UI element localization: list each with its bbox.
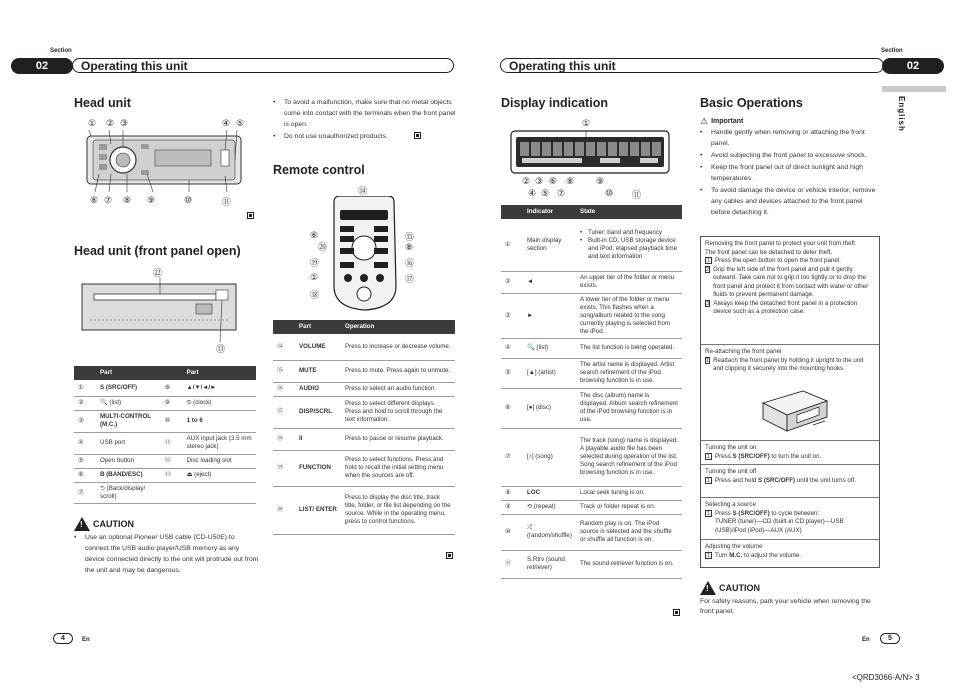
volume-section <box>701 539 879 567</box>
removing-step-1 <box>705 257 875 266</box>
indicator-num: ⑪ <box>501 550 523 578</box>
caution-text-right: For safety reasons, park your vehicle when removing the front panel. <box>700 598 871 615</box>
display-indication-heading: Display indication <box>501 96 608 110</box>
removing-intro: The front panel can be detached to deter theft. <box>705 248 833 256</box>
step-text-post: to cycle between: <box>769 509 820 517</box>
remote-operation: Press to mute. Press again to unmute. <box>341 360 455 382</box>
head-unit-open-heading: Head unit (front panel open) <box>74 244 241 258</box>
document-code: <QRD3066-A/N> 3 <box>852 673 920 682</box>
section-label: Section <box>50 48 72 54</box>
reattaching-panel-section <box>701 344 879 440</box>
callout-2: ② <box>106 118 115 128</box>
remote-num: ⑰ <box>273 396 295 428</box>
display-table <box>501 205 682 579</box>
table-row <box>273 334 455 360</box>
display-callout-11: ⑪ <box>632 190 642 200</box>
display-callout-1: ① <box>582 118 591 128</box>
remote-num: ⑲ <box>273 450 295 486</box>
step-text-post: until the unit turns off. <box>795 476 856 484</box>
step-icon: 1 <box>706 453 711 460</box>
part-num: ⑨ <box>161 396 183 410</box>
part-num: ① <box>74 380 96 396</box>
caution-heading <box>74 517 134 531</box>
table-row <box>273 428 455 450</box>
remote-num: ⑮ <box>273 360 295 382</box>
part-name: S (SRC/OFF) <box>96 380 161 396</box>
state-bullet: • Built-in CD, USB storage device and iPod: elapsed playback time and text information <box>579 236 678 260</box>
step-icon: 3 <box>706 300 710 307</box>
part-name: MULTI-CONTROL (M.C.) <box>96 410 161 432</box>
table-row <box>501 293 682 338</box>
callout-9: ⑨ <box>147 195 156 205</box>
step-icon: 1 <box>706 477 711 484</box>
indicator-name: LOC <box>523 486 576 500</box>
panel-bullet <box>273 131 461 142</box>
table-row <box>74 380 256 396</box>
part-name: B (BAND/ESC) <box>96 468 161 482</box>
display-callout-4: ④ <box>528 188 537 198</box>
section-title-bar-right: Operating this unit <box>500 58 884 73</box>
part-num: ⑦ <box>74 482 96 503</box>
parts-header-2: Part <box>183 366 256 380</box>
reattaching-title: Re-attaching the front panel <box>705 348 782 355</box>
selecting-title: Selecting a source <box>705 501 756 508</box>
indicator-state: A lower tier of the folder or menu exists. This flashes when a song/album related to the song currently playing is selected from the iPod. <box>576 293 682 338</box>
lang-label-right: En <box>862 637 870 643</box>
table-row <box>501 500 682 514</box>
callout-15: ⑮ <box>405 232 415 242</box>
table-row <box>501 271 682 293</box>
callout-8: ⑧ <box>123 195 132 205</box>
selecting-step <box>705 510 875 519</box>
display-illustration <box>510 130 670 174</box>
table-row <box>501 338 682 358</box>
important-text: Important <box>711 118 744 125</box>
remote-operation: Press to select an audio function. <box>341 382 455 396</box>
basic-ops-bullets <box>700 127 880 219</box>
part-name <box>183 482 256 503</box>
part-num: ⑫ <box>161 454 183 468</box>
callout-16: ⑯ <box>405 258 415 268</box>
end-mark <box>446 552 453 559</box>
step-text-pre: Press <box>715 452 733 460</box>
part-name: 1 to 6 <box>183 410 256 432</box>
indicator-state: The disc (album) name is displayed. Album search refinement of the iPod browsing function is in use. <box>576 388 682 428</box>
part-num: ⑪ <box>161 432 183 454</box>
step-icon: 1 <box>706 510 711 517</box>
table-row <box>501 514 682 550</box>
indicator-state: The sound retriever function is on. <box>576 550 682 578</box>
indicator-name: 🔍 (list) <box>523 338 576 358</box>
remote-part: FUNCTION <box>295 450 341 486</box>
selecting-source-section <box>701 497 879 539</box>
state-text: Built-in CD, USB storage device and iPod: elapsed playback time and text information <box>587 236 678 260</box>
indicator-state: The track (song) name is displayed. A playable audio file has been selected during operation of the list. Song search refinement of the iPod browsing function is in use. <box>576 428 682 486</box>
turning-off-title: Turning the unit off <box>705 468 757 475</box>
turning-off-step <box>705 477 875 486</box>
lang-label-left: En <box>82 637 90 643</box>
callout-3: ③ <box>120 118 129 128</box>
step-icon: 1 <box>706 258 711 264</box>
indicator-num: ② <box>501 271 523 293</box>
section-title-bar: Operating this unit <box>72 58 454 73</box>
remote-control-heading: Remote control <box>273 163 365 177</box>
part-num: ④ <box>74 432 96 454</box>
display-callout-10: ⑩ <box>605 188 614 198</box>
indicator-num: ④ <box>501 338 523 358</box>
indicator-name: Main display section <box>523 219 576 271</box>
remote-num: ⑭ <box>273 334 295 360</box>
indicator-name: ⤮ (random/shuffle) <box>523 514 576 550</box>
indicator-state: Local seek tuning is on. <box>576 486 682 500</box>
caution-heading-right <box>700 581 760 595</box>
indicator-num: ⑥ <box>501 388 523 428</box>
head-unit-heading: Head unit <box>74 96 131 110</box>
display-callout-3: ③ <box>535 176 544 186</box>
indicator-num: ⑦ <box>501 428 523 486</box>
head-unit-open-illustration <box>80 278 240 342</box>
part-name: ⏏ (eject) <box>183 468 256 482</box>
basic-ops-bullet: • Handle gently when removing or attaching the front panel. <box>700 127 880 149</box>
basic-ops-bullet: • Avoid subjecting the front panel to excessive shock. <box>700 150 880 161</box>
table-row <box>273 450 455 486</box>
part-name: ⏲ (clock) <box>183 396 256 410</box>
table-row <box>501 219 682 271</box>
turning-off-text <box>715 477 856 486</box>
language-tab-bar <box>882 86 946 92</box>
removing-title: Removing the front panel to protect your unit from theft <box>705 240 855 247</box>
panel-bullet: • To avoid a malfunction, make sure that no metal objects come into contact with the terminals when the front panel is open. <box>273 97 461 130</box>
callout-6r: ⑥ <box>310 230 319 240</box>
table-row <box>501 550 682 578</box>
callout-4: ④ <box>222 118 231 128</box>
table-row <box>273 486 455 534</box>
callout-10: ⑩ <box>184 195 193 205</box>
step-text: Reattach the front panel by holding it upright to the unit and clipping it securely into the mounting hooks. <box>713 356 864 372</box>
parts-table <box>74 366 256 504</box>
callout-12: ⑫ <box>153 268 163 278</box>
part-name: Open button <box>96 454 161 468</box>
indicator-num: ⑨ <box>501 500 523 514</box>
removing-step-3 <box>705 300 875 317</box>
step-text-pre: Turn <box>715 551 730 559</box>
table-row <box>501 388 682 428</box>
step-text-pre: Press and hold <box>715 476 758 484</box>
callout-13: ⑬ <box>216 344 226 354</box>
indicator-name: [♪] (song) <box>523 428 576 486</box>
caution-text <box>74 532 260 577</box>
table-row <box>74 396 256 410</box>
step-text: Always keep the detached front panel in a protection device such as a protection case. <box>713 299 858 315</box>
callout-11: ⑪ <box>222 197 232 207</box>
operations-box <box>700 236 880 568</box>
indicator-name: [●] (disc) <box>523 388 576 428</box>
indicator-num: ① <box>501 219 523 271</box>
step-icon: 1 <box>706 357 710 364</box>
display-callout-6: ⑥ <box>549 176 558 186</box>
remote-operation: Press to display the disc title, track title, folder, or file list depending on the source. While in the operating menu, press to control functions. <box>341 486 455 534</box>
table-row <box>273 360 455 382</box>
callout-19: ⑲ <box>310 258 320 268</box>
callout-17: ⑰ <box>405 274 415 284</box>
remote-part: MUTE <box>295 360 341 382</box>
source-cycle: TUNER (tuner)—CD (built-in CD player)—USB (USB)/iPod (iPod)—AUX (AUX) <box>715 518 844 534</box>
section-number-badge-right: 02 <box>882 58 944 74</box>
turning-on-step <box>705 453 875 462</box>
step-text: Press the open button to open the front panel. <box>715 257 841 264</box>
remote-table <box>273 320 455 535</box>
table-row <box>74 482 256 503</box>
indicator-state: Track or folder repeat is on. <box>576 500 682 514</box>
callout-5: ⑤ <box>236 118 245 128</box>
step-key: M.C. <box>729 551 743 559</box>
part-num: ⑤ <box>74 454 96 468</box>
display-callout-2: ② <box>522 176 531 186</box>
part-num: ③ <box>74 410 96 432</box>
step-key: S (SRC/OFF) <box>758 476 796 484</box>
step-text: Grip the left side of the front panel and pull it gently outward. Take care not to grip it too tightly or to drop the front panel and protect it from contact with water or other fluids to prevent permanent damage. <box>713 265 869 298</box>
remote-part: LIST/ ENTER <box>295 486 341 534</box>
indicator-name: ◄ <box>523 271 576 293</box>
basic-ops-bullet: • To avoid damage the device or vehicle interior, remove any cables and devices attached to the front panel before detaching it. <box>700 185 880 218</box>
table-row <box>501 358 682 388</box>
display-callout-8: ⑧ <box>566 176 575 186</box>
caution-bullet: • Use an optional Pioneer USB cable (CD-U50E) to connect the USB audio player/USB memory as any device connected directly to the unit will protrude out from the unit and may be dangerous. <box>74 532 260 576</box>
callout-20: ⑳ <box>318 242 328 252</box>
remote-part: II <box>295 428 341 450</box>
indicator-num: ⑩ <box>501 514 523 550</box>
remote-operation: Press to select different displays. Press and hold to scroll through the text information. <box>341 396 455 428</box>
indicator-state <box>576 219 682 271</box>
parts-header-1: Part <box>96 366 161 380</box>
part-num: ⑩ <box>161 410 183 432</box>
step-text-post: to adjust the volume. <box>742 551 802 559</box>
table-row <box>74 432 256 454</box>
section-number-badge: 02 <box>11 58 73 74</box>
turning-on-title: Turning the unit on <box>705 444 757 451</box>
indicator-state: The artist name is displayed. Artist search refinement of the iPod browsing function is in use. <box>576 358 682 388</box>
panel-bullets <box>273 97 461 143</box>
part-name: ▲/▼/◄/► <box>183 380 256 396</box>
callout-7: ⑦ <box>104 195 113 205</box>
callout-8r: ⑧ <box>405 242 414 252</box>
removing-panel-section <box>701 237 879 344</box>
end-mark <box>673 609 680 616</box>
table-row <box>273 382 455 396</box>
callout-6: ⑥ <box>90 195 99 205</box>
remote-part: VOLUME <box>295 334 341 360</box>
end-mark <box>247 212 254 219</box>
remote-control-illustration <box>326 196 404 312</box>
indicator-num: ⑧ <box>501 486 523 500</box>
part-num: ⑥ <box>74 468 96 482</box>
table-row <box>273 396 455 428</box>
display-callout-9: ⑨ <box>596 176 605 186</box>
remote-part: DISP/SCRL <box>295 396 341 428</box>
display-header-1: Indicator <box>523 205 576 219</box>
display-callout-7: ⑦ <box>557 188 566 198</box>
callout-14: ⑭ <box>358 186 368 196</box>
end-mark <box>414 132 421 139</box>
remote-header-1: Part <box>295 320 341 334</box>
display-header-2: State <box>576 205 682 219</box>
basic-ops-bullet: • Keep the front panel out of direct sunlight and high temperatures. <box>700 162 880 184</box>
remote-num: ⑳ <box>273 486 295 534</box>
part-num: ② <box>74 396 96 410</box>
callout-1r: ① <box>310 272 319 282</box>
step-icon: 2 <box>706 266 710 273</box>
part-num <box>161 482 183 503</box>
remote-num: ⑯ <box>273 382 295 396</box>
indicator-name: ⟲ (repeat) <box>523 500 576 514</box>
section-label-right: Section <box>881 48 903 54</box>
volume-title: Adjusting the volume <box>705 543 763 550</box>
removing-step-2 <box>705 266 875 300</box>
remote-header-2: Operation <box>341 320 455 334</box>
table-row <box>74 468 256 482</box>
part-name: USB port <box>96 432 161 454</box>
turning-on-section <box>701 440 879 464</box>
display-callout-5: ⑤ <box>541 188 550 198</box>
important-icon: ⚠ <box>700 116 709 126</box>
indicator-state: Random play is on. The iPod source is selected and the shuffle or shuffle all function is on. <box>576 514 682 550</box>
indicator-name: [▲] (artist) <box>523 358 576 388</box>
table-row <box>74 410 256 432</box>
language-tab: English <box>897 96 906 132</box>
callout-1: ① <box>88 118 97 128</box>
callout-18: ⑱ <box>310 290 320 300</box>
important-label <box>700 116 743 127</box>
remote-num: ⑱ <box>273 428 295 450</box>
table-row <box>501 486 682 500</box>
indicator-state: An upper tier of the folder or menu exists. <box>576 271 682 293</box>
step-text-pre: Press <box>715 509 733 517</box>
remote-operation: Press to increase or decrease volume. <box>341 334 455 360</box>
part-num: ⑬ <box>161 468 183 482</box>
caution-title: CAUTION <box>93 519 134 529</box>
part-name: AUX input jack (3.5 mm stereo jack) <box>183 432 256 454</box>
head-unit-illustration <box>85 130 245 192</box>
state-text: Tuner: band and frequency <box>587 228 663 236</box>
indicator-state: The list function is being operated. <box>576 338 682 358</box>
reattach-illustration <box>753 385 833 433</box>
step-key: S (SRC/OFF) <box>732 452 770 460</box>
state-bullet: • Tuner: band and frequency <box>579 228 663 236</box>
turning-off-section <box>701 464 879 497</box>
part-name: Disc loading slot <box>183 454 256 468</box>
indicator-num: ③ <box>501 293 523 338</box>
page-number-left: 4 <box>53 633 73 644</box>
panel-bullet-text: Do not use unauthorized products. <box>284 133 388 140</box>
indicator-name: ► <box>523 293 576 338</box>
step-text-post: to turn the unit on. <box>769 452 822 460</box>
table-row <box>74 454 256 468</box>
indicator-name: S.Rtrv (sound retriever) <box>523 550 576 578</box>
reattaching-step-1 <box>705 357 875 374</box>
part-num: ⑧ <box>161 380 183 396</box>
step-icon: 1 <box>706 552 711 559</box>
warning-icon <box>74 517 90 531</box>
remote-operation: Press to pause or resume playback. <box>341 428 455 450</box>
basic-operations-heading: Basic Operations <box>700 96 803 110</box>
remote-part: AUDIO <box>295 382 341 396</box>
part-name: ⮌ (Back/display/ scroll) <box>96 482 161 503</box>
indicator-num: ⑤ <box>501 358 523 388</box>
volume-step <box>705 552 875 561</box>
table-row <box>501 428 682 486</box>
warning-icon <box>700 581 716 595</box>
part-name: 🔍 (list) <box>96 396 161 410</box>
step-key: S (SRC/OFF) <box>732 509 770 517</box>
page-number-right: 5 <box>880 633 900 644</box>
remote-operation: Press to select functions. Press and hold to recall the initial setting menu when the sources are off. <box>341 450 455 486</box>
caution-title-right: CAUTION <box>719 583 760 593</box>
